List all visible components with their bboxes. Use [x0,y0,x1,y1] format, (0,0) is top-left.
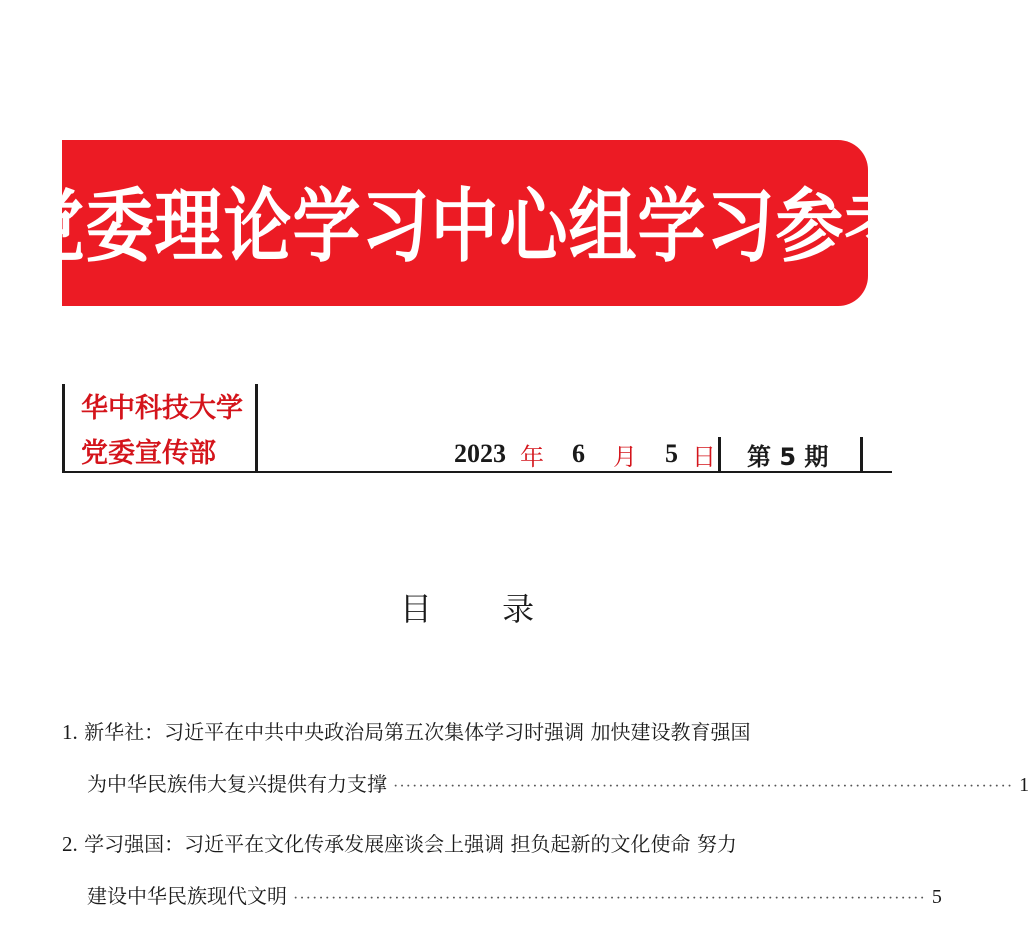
date-day: 5 [665,439,678,468]
issuer-university: 华中科技大学 [81,393,243,424]
divider-bar [718,437,721,471]
toc-item-title-cont: 为中华民族伟大复兴提供有力支撑 [87,772,387,796]
issue-number: 第 5 期 [747,442,829,471]
toc-item-line2 [87,880,942,909]
masthead-rule [62,471,892,473]
toc-dot-leader: ·································································································· [393,778,1014,795]
toc-item-line1 [62,828,737,857]
date-year: 2023 [454,439,506,468]
toc-item-title-cont: 建设中华民族现代文明 [87,884,287,908]
issuer-block [62,384,258,472]
date-day-unit: 日 [692,442,716,471]
masthead-banner [16,140,914,306]
issuer-department: 党委宣传部 [81,438,216,469]
toc-item-line2 [87,768,1029,797]
toc-page-number: 5 [931,886,942,908]
toc-page-number: 1 [1019,774,1029,796]
date-month: 6 [572,439,585,468]
date-month-unit: 月 [613,442,637,471]
toc-item-number: 2. [62,832,78,856]
toc-item-line1 [62,716,750,745]
toc-heading: 目 录 [399,590,565,628]
date-year-unit: 年 [520,442,544,471]
toc-item-title: 学习强国：习近平在文化传承发展座谈会上强调 担负起新的文化使命 努力 [84,832,737,856]
date-issue-row [454,437,863,471]
toc-dot-leader: ···································································································· [293,890,926,907]
toc-item-title: 新华社：习近平在中共中央政治局第五次集体学习时强调 加快建设教育强国 [84,720,751,744]
masthead-title: 党委理论学习中心组学习参考 [16,179,914,274]
toc-item-number: 1. [62,720,78,744]
divider-bar-end [860,437,863,471]
